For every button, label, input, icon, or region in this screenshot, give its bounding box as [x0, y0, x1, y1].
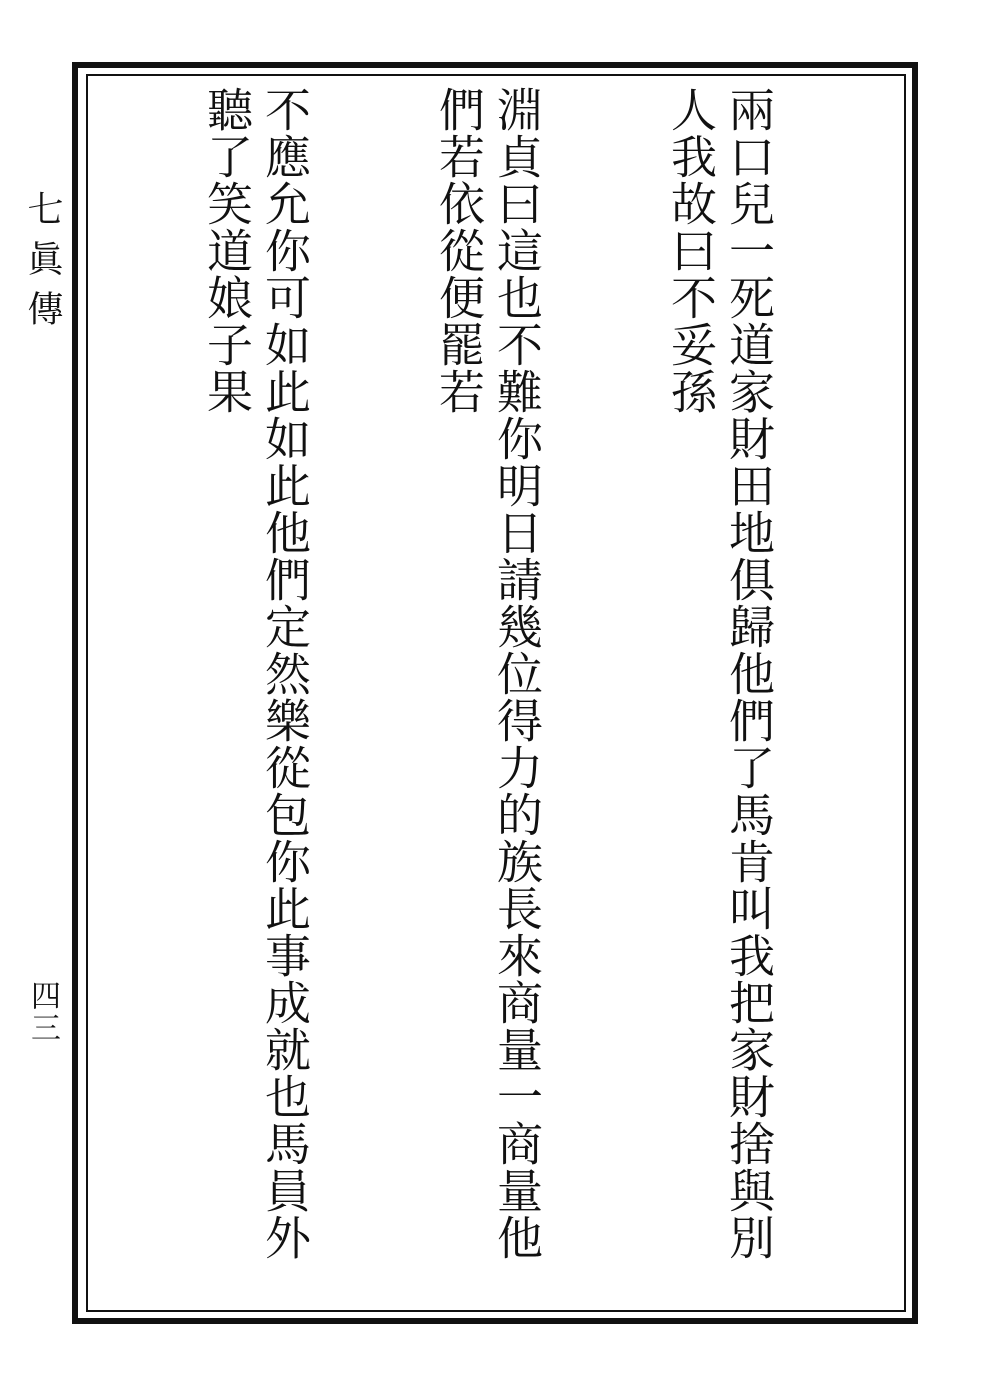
text-column: 淵貞曰這也不難你明日請幾位得力的族長來商量一商量他們若依從便罷若 — [432, 86, 544, 1261]
text-column: 不應允你可如此如此他們定然樂從包你此事成就也馬員外聽了笑道娘子果 — [200, 86, 312, 1261]
text-column: 兩口兒一死道家財田地俱歸他們了馬肯叫我把家財捨與別人我故曰不妥孫 — [664, 86, 776, 1261]
book-title: 七眞傳 — [22, 190, 63, 340]
page-number: 四三 — [25, 980, 60, 1044]
main-text — [98, 86, 894, 1300]
